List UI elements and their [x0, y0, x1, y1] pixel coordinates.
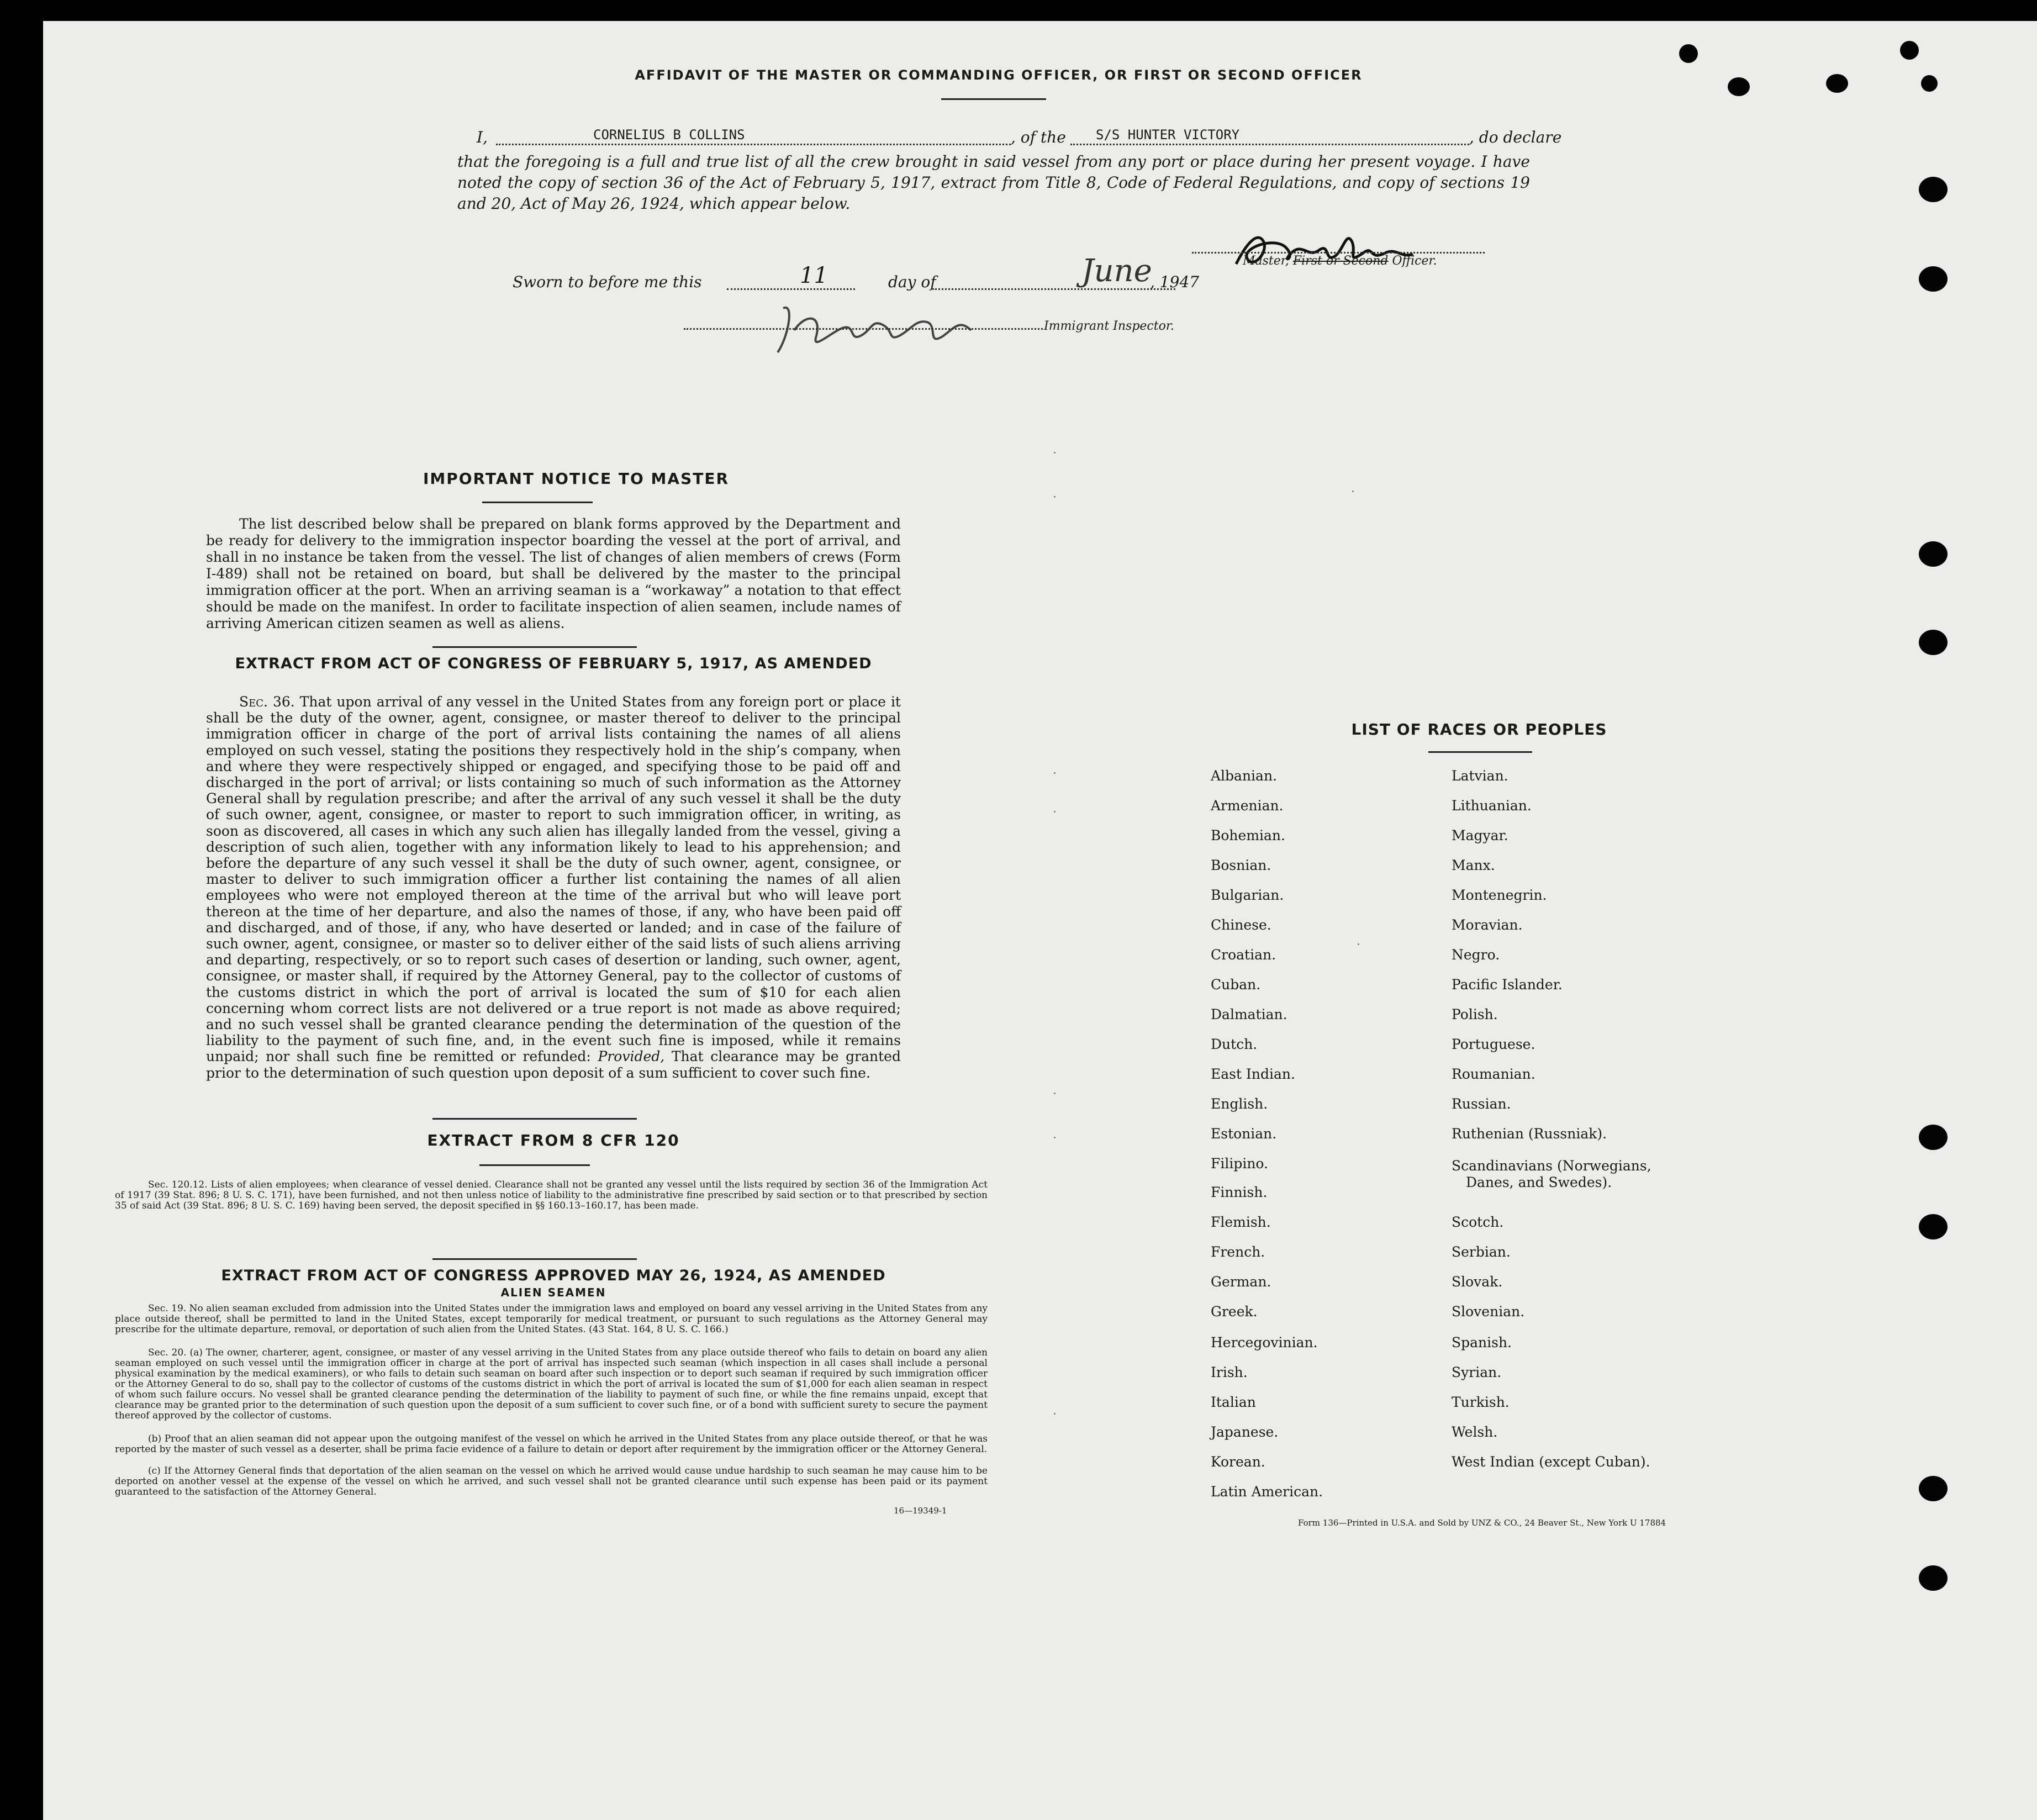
race-item: Croatian. [1211, 947, 1276, 963]
race-item: West Indian (except Cuban). [1452, 1454, 1650, 1470]
race-item: Armenian. [1211, 798, 1284, 814]
race-item: Ruthenian (Russniak). [1452, 1126, 1607, 1142]
day-of-label: day of [888, 273, 936, 291]
race-item: Spanish. [1452, 1334, 1512, 1351]
extract-cfr-body: Sec. 120.12. Lists of alien employees; when clearance of vessel denied. Clearance shall not be granted any vessel until the lists required by section 36 of the Immigration Act of 1917 (39 Stat. 896; 8 U. S. C. 171), have been furnished, and not then unless notice of liability to the administrative fine prescribed by said section or to that prescribed by section 35 of said Act (39 Stat. 896; 8 U. S. C. 169) having been served, the deposit specified in §§ 160.13–160.17, has been made. [115, 1179, 988, 1211]
master-name-field: CORNELIUS B COLLINS [593, 127, 745, 143]
race-item: Manx. [1452, 857, 1495, 873]
race-item: Korean. [1211, 1454, 1265, 1470]
race-item: Magyar. [1452, 827, 1508, 843]
form-footer: Form 136—Printed in U.S.A. and Sold by UNZ & CO., 24 Beaver St., New York U 17884 [1298, 1518, 1666, 1528]
race-item: East Indian. [1211, 1066, 1295, 1082]
race-item: Welsh. [1452, 1424, 1498, 1440]
race-item: Serbian. [1452, 1244, 1511, 1260]
race-item: Turkish. [1452, 1394, 1510, 1410]
notice-body: The list described below shall be prepared on blank forms approved by the Department and be ready for delivery to the immigration inspector boarding the vessel at the port of arrival, and shall in no instance be taken from the vessel. The list of changes of alien members of crews (Form I-489) shall not be retained on board, but shall be delivered by the master to the principal immigration officer at the port. When an arriving seaman is a “workaway” a notation to that effect should be made on the manifest. In order to facilitate inspection of alien seamen, include names of arriving American citizen seamen as well as aliens. [206, 516, 901, 631]
master-signature [1225, 220, 1479, 281]
extract-1917-title: EXTRACT FROM ACT OF CONGRESS OF FEBRUARY 5, 1917, AS AMENDED [235, 655, 872, 672]
sworn-month: June [1081, 253, 1152, 289]
affidavit-do-declare: , do declare [1469, 128, 1562, 146]
extract-1924-sec19: Sec. 19. No alien seaman excluded from admission into the United States under the immigration laws and employed on board any vessel arriving in the United States from any place outside thereof, shall be permitted to land in the United States, except temporarily for medical treatment, or pursuant to such regulations as the Attorney General may prescribe for the ultimate departure, removal, or deportation of such alien from the United States. (43 Stat. 164, 8 U. S. C. 166.) [115, 1303, 988, 1335]
race-item: English. [1211, 1096, 1268, 1112]
race-item: Scotch. [1452, 1214, 1504, 1230]
race-item: French. [1211, 1244, 1265, 1260]
race-item: Greek. [1211, 1304, 1258, 1320]
race-item: Cuban. [1211, 977, 1261, 993]
race-item: Albanian. [1211, 768, 1278, 784]
race-item: Hercegovinian. [1211, 1334, 1318, 1351]
races-title: LIST OF RACES OR PEOPLES [1351, 720, 1607, 738]
binder-hole [1921, 75, 1938, 92]
race-item: Roumanian. [1452, 1066, 1535, 1082]
race-item: Slovak. [1452, 1274, 1503, 1290]
race-item: Bulgarian. [1211, 887, 1284, 903]
master-role-label: Master, First or Second Officer. [1243, 254, 1437, 268]
binder-hole [1900, 41, 1919, 60]
race-item: Slovenian. [1452, 1304, 1525, 1320]
race-item: Portuguese. [1452, 1036, 1535, 1052]
race-item: Scandinavians (Norwegians, [1452, 1158, 1651, 1174]
form-code: 16—19349-1 [894, 1506, 947, 1516]
inspector-label: Immigrant Inspector. [1044, 319, 1174, 333]
race-item: Latvian. [1452, 768, 1508, 784]
sworn-year: , 1947 [1150, 273, 1200, 291]
affidavit-title: AFFIDAVIT OF THE MASTER OR COMMANDING OFFICER, OR FIRST OR SECOND OFFICER [635, 67, 1363, 83]
race-item: Bosnian. [1211, 857, 1271, 873]
race-item: Finnish. [1211, 1184, 1268, 1200]
binder-hole [1919, 266, 1948, 292]
binder-hole [1826, 74, 1848, 93]
race-item: Pacific Islander. [1452, 977, 1563, 993]
extract-cfr-title: EXTRACT FROM 8 CFR 120 [427, 1131, 680, 1149]
affidavit-of-the: , of the [1011, 128, 1066, 146]
extract-1924-sec20b: (b) Proof that an alien seaman did not appear upon the outgoing manifest of the vessel on which he arrived in the United States from any place outside thereof, or that he was reported by the master of such vessel as a deserter, shall be prima facie evidence of a failure to detain or deport after requirement by the immigration officer or the Attorney General. [115, 1433, 988, 1455]
binder-hole [1919, 177, 1948, 202]
binder-hole [1919, 1125, 1948, 1150]
binder-hole [1919, 1565, 1948, 1591]
race-item: Filipino. [1211, 1156, 1268, 1172]
race-item: Bohemian. [1211, 827, 1285, 843]
race-item: Syrian. [1452, 1364, 1502, 1380]
binder-hole [1919, 1214, 1948, 1239]
extract-1924-sec20a: Sec. 20. (a) The owner, charterer, agent, consignee, or master of any vessel arriving in the United States from any place outside thereof who fails to detain on board any alien seaman employed on such vessel until the immigration officer in charge at the port of arrival has inspected such seaman (which inspection in all cases shall include a personal physical examination by the medical examiners), or who fails to detain such seaman on board after such inspection or to deport such seaman if required by such immigration officer or the Attorney General to do so, shall pay to the collector of customs of the customs district in which the port of arrival is located the sum of $1,000 for each alien seaman in respect of whom such failure occurs. No vessel shall be granted clearance pending the determination of the liability to payment of such fine, or while the fine remains unpaid, except that clearance may be granted prior to the determination of such question upon the deposit of a sum sufficient to cover such fine, or of a bond with sufficient surety to secure the payment thereof approved by the collector of customs. [115, 1347, 988, 1421]
sworn-label: Sworn to before me this [513, 273, 702, 291]
race-item: Negro. [1452, 947, 1500, 963]
extract-1924-title: EXTRACT FROM ACT OF CONGRESS APPROVED MAY 26, 1924, AS AMENDED [221, 1267, 886, 1284]
binder-hole [1919, 541, 1948, 567]
race-item: Estonian. [1211, 1126, 1277, 1142]
extract-1924-sec20c: (c) If the Attorney General finds that deportation of the alien seaman on the vessel on which he arrived would cause undue hardship to such seaman he may cause him to be deported on another vessel at the expense of the vessel on which he arrived, and such vessel shall not be granted clearance until such expense has been paid or its payment guaranteed to the satisfaction of the Attorney General. [115, 1465, 988, 1497]
race-item: Russian. [1452, 1096, 1511, 1112]
form-page [43, 21, 2037, 1820]
race-item: Dalmatian. [1211, 1006, 1287, 1022]
race-item: Latin American. [1211, 1484, 1323, 1500]
race-item: Montenegrin. [1452, 887, 1547, 903]
race-item: Flemish. [1211, 1214, 1271, 1230]
race-item: Japanese. [1211, 1424, 1279, 1440]
binder-hole [1728, 77, 1750, 96]
vessel-name-field: S/S HUNTER VICTORY [1096, 127, 1240, 143]
binder-hole [1679, 44, 1698, 63]
extract-1917-body: Sec. 36. That upon arrival of any vessel in the United States from any foreign port or place it shall be the duty of the owner, agent, consignee, or master thereof to deliver to the principal immigration officer in charge of the port of arrival lists containing the names of all aliens employed on such vessel, stating the positions they respectively hold in the ship’s company, when and where they were respectively shipped or engaged, and specifying those to be paid off and discharged in the port of arrival; or lists containing so much of such information as the Attorney General shall by regulation prescribe; and after the arrival of any such vessel it shall be the duty of such owner, agent, consignee, or master to report to such immigration officer, in writing, as soon as discovered, all cases in which any such alien has illegally landed from the vessel, giving a description of such alien, together with any information likely to lead to his apprehension; and before the departure of any such vessel it shall be the duty of such owner, agent, consignee, or master to deliver to such immigration officer a further list containing the names of all alien employees who were not employed thereon at the time of the arrival but who will leave port thereon at the time of her departure, and also the names of those, if any, who have been paid off and discharged, and of those, if any, who have deserted or landed; and in case of the failure of such owner, agent, consignee, or master so to deliver either of the said lists of such aliens arriving and departing, respectively, or so to report such cases of desertion or landing, such owner, agent, consignee, or master shall, if required by the Attorney General, pay to the collector of customs of the customs district in which the port of arrival is located the sum of $10 for each alien concerning whom correct lists are not delivered or a true report is not made as above required; and no such vessel shall be granted clearance pending the determination of the question of the liability to the payment of such fine, and, in the event such fine is imposed, while it remains unpaid; nor shall such fine be remitted or refunded: Provided, That clearance may be granted prior to the determination of such question upon deposit of a sum sufficient to cover such fine. [206, 694, 901, 1081]
sworn-day: 11 [800, 263, 828, 288]
race-item: Chinese. [1211, 917, 1271, 933]
race-item: Polish. [1452, 1006, 1498, 1022]
affidavit-i: I, [477, 128, 488, 146]
extract-1924-subtitle: ALIEN SEAMEN [500, 1286, 606, 1299]
race-item: Danes, and Swedes). [1466, 1174, 1612, 1190]
inspector-signature [761, 297, 1015, 363]
notice-title: IMPORTANT NOTICE TO MASTER [423, 469, 730, 488]
race-item: German. [1211, 1274, 1271, 1290]
race-item: Italian [1211, 1394, 1256, 1410]
affidavit-body: that the foregoing is a full and true list of all the crew brought in said vessel from any port or place during her present voyage. I have noted the copy of section 36 of the Act of February 5, 1917, extract from Title 8, Code of Federal Regulations, and copy of sections 19 and 20, Act of May 26, 1924, which appear below. [457, 152, 1530, 213]
race-item: Dutch. [1211, 1036, 1258, 1052]
race-item: Lithuanian. [1452, 798, 1532, 814]
binder-hole [1919, 630, 1948, 655]
race-item: Irish. [1211, 1364, 1248, 1380]
binder-hole [1919, 1476, 1948, 1501]
race-item: Moravian. [1452, 917, 1523, 933]
